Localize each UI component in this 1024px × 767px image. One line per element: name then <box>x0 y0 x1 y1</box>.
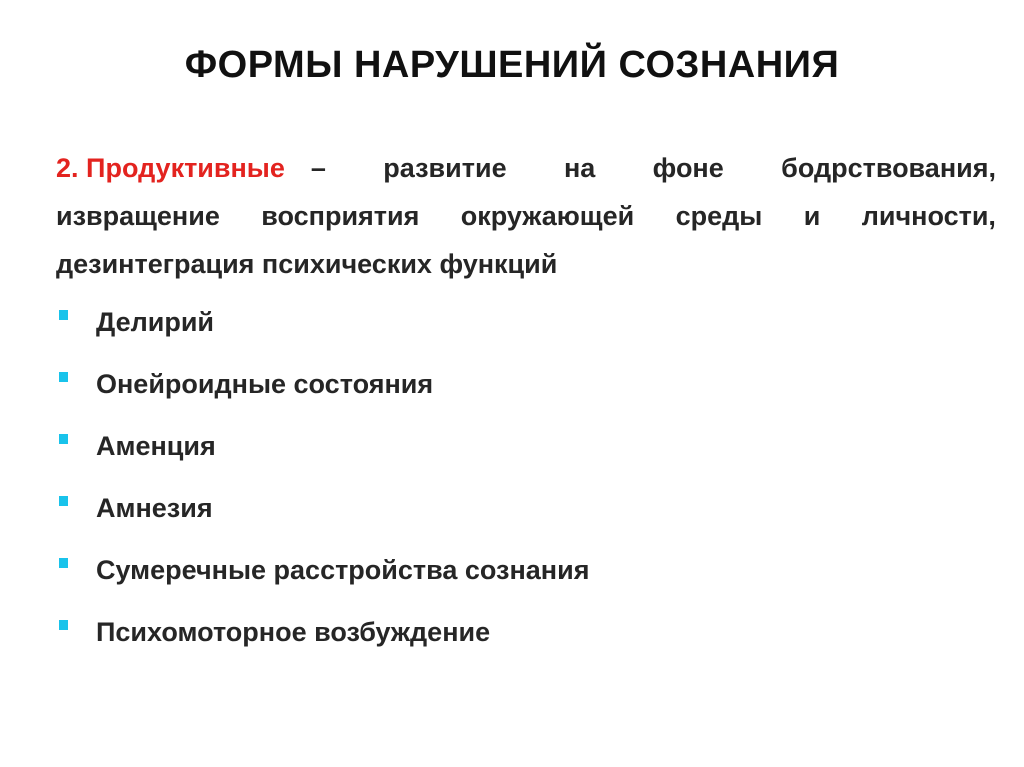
square-bullet-icon <box>59 558 68 568</box>
definition-word: на <box>563 153 596 183</box>
square-bullet-icon <box>59 434 68 444</box>
square-bullet-icon <box>59 310 68 320</box>
definition-word: извращение <box>56 201 220 231</box>
definition-term: Продуктивные <box>86 153 285 183</box>
list-item-text: Психомоторное возбуждение <box>96 617 491 647</box>
definition-word: окружающей <box>460 201 635 231</box>
bullet-list <box>56 298 996 670</box>
list-item <box>56 484 996 546</box>
definition-word: – <box>310 153 326 183</box>
definition-term-group <box>56 144 326 192</box>
list-item <box>56 608 996 670</box>
slide-title: ФОРМЫ НАРУШЕНИЙ СОЗНАНИЯ <box>184 44 840 86</box>
list-item-text: Сумеречные расстройства сознания <box>96 555 590 585</box>
list-item-text: Амнезия <box>96 493 213 523</box>
list-item <box>56 298 996 360</box>
list-item-text: Делирий <box>96 307 215 337</box>
definition-word: личности, <box>861 201 996 231</box>
square-bullet-icon <box>59 620 68 630</box>
square-bullet-icon <box>59 496 68 506</box>
definition-block <box>56 144 996 288</box>
definition-word: развитие <box>383 153 507 183</box>
list-item <box>56 360 996 422</box>
list-item <box>56 546 996 608</box>
definition-line-1 <box>56 144 996 192</box>
definition-word: среды <box>675 201 763 231</box>
square-bullet-icon <box>59 372 68 382</box>
definition-word: восприятия <box>261 201 420 231</box>
definition-word: бодрствования, <box>781 153 996 183</box>
definition-number: 2. <box>56 153 79 183</box>
definition-word: фоне <box>652 153 724 183</box>
list-item-text: Аменция <box>96 431 216 461</box>
definition-line-2 <box>56 192 996 240</box>
definition-line-3: дезинтеграция психических функций <box>56 249 558 279</box>
list-item <box>56 422 996 484</box>
list-item-text: Онейроидные состояния <box>96 369 434 399</box>
definition-word: и <box>803 201 821 231</box>
